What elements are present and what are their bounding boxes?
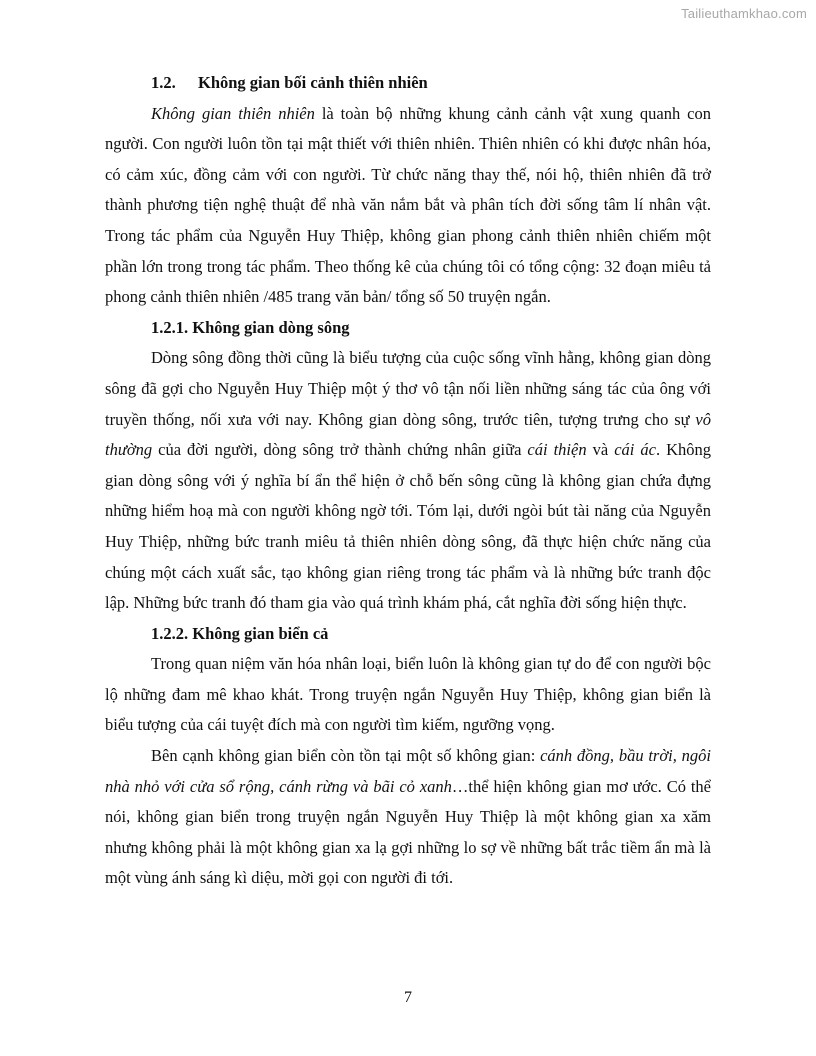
page-number: 7 bbox=[404, 989, 412, 1006]
watermark: Tailieuthamkhao.com bbox=[681, 6, 807, 21]
paragraph: Trong quan niệm văn hóa nhân loại, biển luôn là không gian tự do để con người bộc lộ những đam mê khao khát. Trong truyện ngắn Nguyễn Huy Thiệp, không gian biển là biểu tượng của cái tuyệt đích mà con người tìm kiếm, ngưỡng vọng. bbox=[105, 654, 711, 735]
subsection-heading: 1.2.1. Không gian dòng sông bbox=[151, 317, 350, 337]
italic-term: cái thiện bbox=[527, 440, 587, 460]
subsection-heading: 1.2.2. Không gian biển cả bbox=[151, 623, 329, 643]
italic-term: cánh đồng, bầu trời, ngôi nhà nhỏ với cửa sổ rộng, cánh rừng và bãi cỏ xanh bbox=[105, 746, 711, 796]
paragraph: Bên cạnh không gian biển còn tồn tại một số không gian: cánh đồng, bầu trời, ngôi nhà nhỏ với cửa sổ rộng, cánh rừng và bãi cỏ xanh…thể hiện không gian mơ ước. Có thể nói, không gian biển trong truyện ngắn Nguyễn Huy Thiệp là một không gian xa xăm nhưng không phải là một không gian xa lạ gợi những lo sợ về những bất trắc tiềm ẩn mà là một vùng ánh sáng kì diệu, mời gọi con người đi tới. bbox=[105, 746, 712, 888]
document-body bbox=[105, 68, 711, 894]
section-heading bbox=[105, 68, 711, 99]
italic-term: vô thường bbox=[105, 409, 711, 460]
italic-term: cái ác bbox=[614, 440, 656, 460]
paragraph: Dòng sông đồng thời cũng là biểu tượng của cuộc sống vĩnh hằng, không gian dòng sông đã gợi cho Nguyễn Huy Thiệp một ý thơ vô tận nối liền những sáng tác của ông với truyền thống, nối xưa với nay. Không gian dòng sông, trước tiên, tượng trưng cho sự vô thường của đời người, dòng sông trở thành chứng nhân giữa cái thiện và cái ác. Không gian dòng sông với ý nghĩa bí ẩn thể hiện ở chỗ bến sông cũng là không gian chứa đựng những hiểm hoạ mà con người không ngờ tới. Tóm lại, dưới ngòi bút tài năng của Nguyễn Huy Thiệp, những bức tranh miêu tả thiên nhiên dòng sông, đã thực hiện chức năng của chúng một cách xuất sắc, tạo không gian riêng trong tác phẩm và là những bức tranh độc lập. Những bức tranh đó tham gia vào quá trình khám phá, cắt nghĩa đời sống hiện thực. bbox=[105, 348, 712, 613]
section-title: Không gian bối cảnh thiên nhiên bbox=[198, 73, 428, 92]
section-number: 1.2. bbox=[151, 73, 176, 92]
italic-term: Không gian thiên nhiên bbox=[151, 103, 315, 123]
paragraph: Không gian thiên nhiên là toàn bộ những khung cảnh cảnh vật xung quanh con người. Con người luôn tồn tại mật thiết với thiên nhiên. Thiên nhiên có khi được nhân hóa, có cảm xúc, đồng cảm với con người. Từ chức năng thay thế, nói hộ, thiên nhiên đã trở thành phương tiện nghệ thuật để nhà văn nắm bắt và phân tích đời sống tâm lí nhân vật. Trong tác phẩm của Nguyễn Huy Thiệp, không gian phong cảnh thiên nhiên chiếm một phần lớn trong trong tác phẩm. Theo thống kê của chúng tôi có tổng cộng: 32 đoạn miêu tả phong cảnh thiên nhiên /485 trang văn bản/ tổng số 50 truyện ngắn. bbox=[105, 103, 711, 307]
